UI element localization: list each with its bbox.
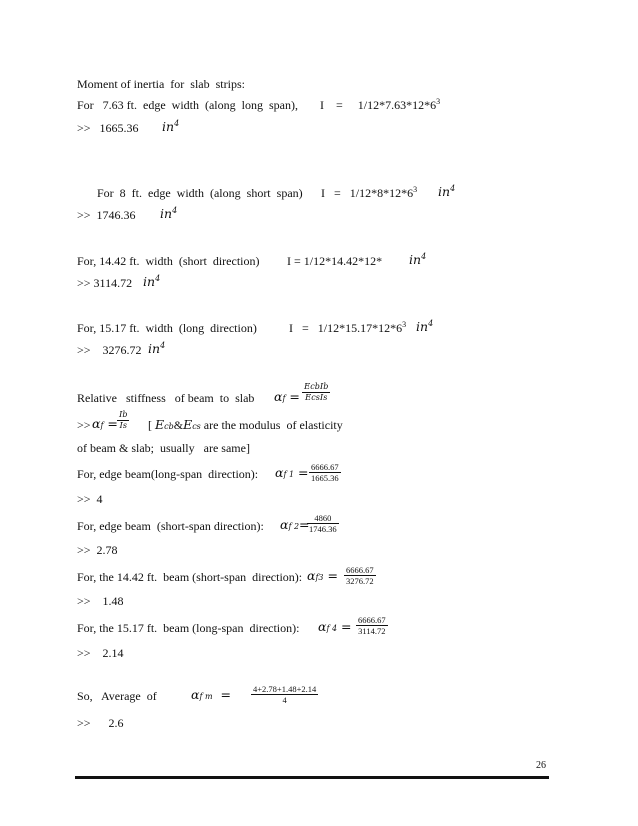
- strip2-label: For 8 ft. edge width (along short span): [97, 186, 303, 200]
- strip3-unit: $in^4$: [143, 273, 161, 289]
- alpha-f2-fraction: $\frac{4860}{1746.36}$: [309, 513, 337, 534]
- alpha-f3-fraction: $\frac{6666.67}{3276.72}$: [346, 565, 374, 586]
- strip2-unit-inline: $in^4$: [438, 183, 456, 199]
- strip1-result: >> 1665.36: [77, 121, 139, 135]
- section-heading: Moment of inertia for slab strips:: [77, 77, 245, 91]
- alpha-f1-fraction: $\frac{6666.67}{1665.36}$: [311, 462, 339, 483]
- alpha-f4-symbol: αf 4 =: [318, 619, 352, 634]
- beam-15-17-label: For, the 15.17 ft. beam (long-span direction):: [77, 621, 300, 635]
- average-result: >> 2.6: [77, 716, 124, 730]
- alpha-f1-result: >> 4: [77, 492, 103, 506]
- average-label: So, Average of: [77, 689, 157, 703]
- strip4-equation: $I = 1/12*15.17*12*6^3$: [289, 320, 407, 335]
- relative-stiffness-label: Relative stiffness of beam to slab: [77, 391, 255, 405]
- strip3-equation: I = 1/12*14.42*12*: [287, 254, 383, 268]
- strip1-equation: I = $1/12*7.63*12*6^3$: [320, 97, 441, 112]
- alpha-f3-symbol: αf3 =: [307, 568, 338, 583]
- modulus-note-cont: of beam & slab; usually are same]: [77, 441, 250, 455]
- alpha-f2-symbol: αf 2=: [280, 517, 310, 532]
- strip4-label: For, 15.17 ft. width (long direction): [77, 321, 257, 335]
- modulus-note: [ Ecb&Ecs are the modulus of elasticity: [148, 417, 343, 432]
- strip2-equation: $I = 1/12*8*12*6^3$: [321, 185, 418, 200]
- strip1-unit: $in^4$: [162, 118, 180, 134]
- strip1-label: For 7.63 ft. edge width (along long span),: [77, 98, 298, 112]
- simplified-alpha: αf =: [92, 416, 118, 431]
- edge-beam-short-label: For, edge beam (short-span direction):: [77, 519, 264, 533]
- strip3-unit-inline: $in^4$: [409, 251, 427, 267]
- alpha-f2-result: >> 2.78: [77, 543, 118, 557]
- alpha-fm-symbol: αf m =: [191, 687, 231, 702]
- strip3-label: For, 14.42 ft. width (short direction): [77, 254, 260, 268]
- strip2-unit: $in^4$: [160, 205, 178, 221]
- strip4-unit-inline: $in^4$: [416, 318, 434, 334]
- stiffness-fraction: EcbIb EcsIs: [304, 382, 329, 403]
- strip3-result: >> 3114.72: [77, 276, 133, 290]
- alpha-f1-symbol: αf 1 =: [275, 465, 309, 480]
- page-number: 26: [536, 760, 546, 771]
- alpha-f4-result: >> 2.14: [77, 646, 124, 660]
- alpha-f3-result: >> 1.48: [77, 594, 124, 608]
- strip4-unit: $in^4$: [148, 340, 166, 356]
- ib-over-is-fraction: $\frac{Ib}{Is}$: [119, 410, 128, 431]
- alpha-f4-fraction: $\frac{6666.67}{3114.72}$: [358, 615, 386, 636]
- alpha-f-symbol: αf =: [274, 389, 300, 404]
- strip4-result: >> 3276.72: [77, 343, 142, 357]
- simplified-ratio-prefix: >>: [77, 418, 91, 432]
- average-fraction: $\frac{4+2.78+1.48+2.14}{4}$: [253, 684, 317, 705]
- footer-rule: [75, 776, 549, 779]
- beam-14-42-label: For, the 14.42 ft. beam (short-span direction):: [77, 570, 303, 584]
- strip2-result: >> 1746.36: [77, 208, 136, 222]
- edge-beam-long-label: For, edge beam(long-span direction):: [77, 467, 259, 481]
